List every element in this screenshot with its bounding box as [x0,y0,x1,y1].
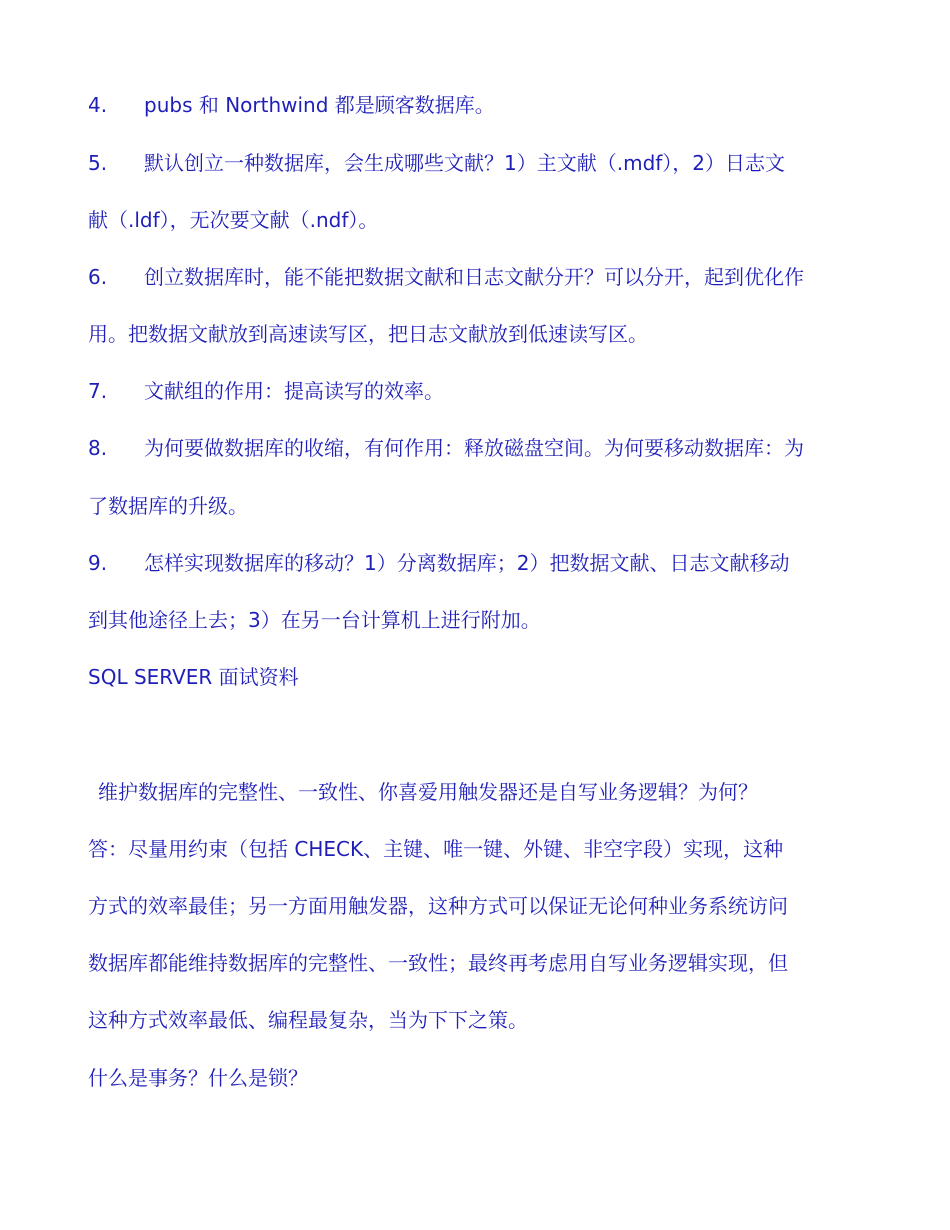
answer-line: 方式的效率最佳；另一方面用触发器，这种方式可以保证无论何种业务系统访问 [88,894,788,918]
item-number: 6. [88,265,108,289]
list-item-9-continuation: 到其他途径上去；3）在另一台计算机上进行附加。 [88,608,541,632]
item-number: 8. [88,436,108,460]
question-heading: 什么是事务？什么是锁？ [88,1066,308,1090]
list-item-6-continuation: 用。把数据文献放到高速读写区，把日志文献放到低速读写区。 [88,322,648,346]
item-number: 7. [88,379,108,403]
list-item-7 [88,378,444,404]
item-text: 创立数据库时，能不能把数据文献和日志文献分开？可以分开，起到优化作 [144,265,804,289]
item-number: 5. [88,151,108,175]
item-text: 默认创立一种数据库，会生成哪些文献？1）主文献（.mdf），2）日志文 [144,151,786,175]
item-text: 文献组的作用：提高读写的效率。 [144,379,444,403]
item-number: 9. [88,551,108,575]
list-item-5-continuation: 献（.ldf），无次要文献（.ndf）。 [88,208,379,232]
answer-line: 这种方式效率最低、编程最复杂，当为下下之策。 [88,1008,528,1032]
list-item-8 [88,435,804,461]
answer-line: 数据库都能维持数据库的完整性、一致性；最终再考虑用自写业务逻辑实现，但 [88,951,788,975]
item-text: 怎样实现数据库的移动？1）分离数据库；2）把数据文献、日志文献移动 [144,551,790,575]
list-item-9 [88,550,789,576]
answer-line: 答：尽量用约束（包括 CHECK、主键、唯一键、外键、非空字段）实现，这种 [88,837,784,861]
list-item-8-continuation: 了数据库的升级。 [88,494,248,518]
section-title: SQL SERVER 面试资料 [88,665,299,689]
question-heading: 维护数据库的完整性、一致性、你喜爱用触发器还是自写业务逻辑？为何？ [98,780,758,804]
item-text: pubs 和 Northwind 都是顾客数据库。 [144,93,495,117]
list-item-6 [88,264,804,290]
item-number: 4. [88,93,108,117]
list-item-5 [88,150,785,176]
item-text: 为何要做数据库的收缩，有何作用：释放磁盘空间。为何要移动数据库：为 [144,436,804,460]
list-item-4 [88,92,495,118]
